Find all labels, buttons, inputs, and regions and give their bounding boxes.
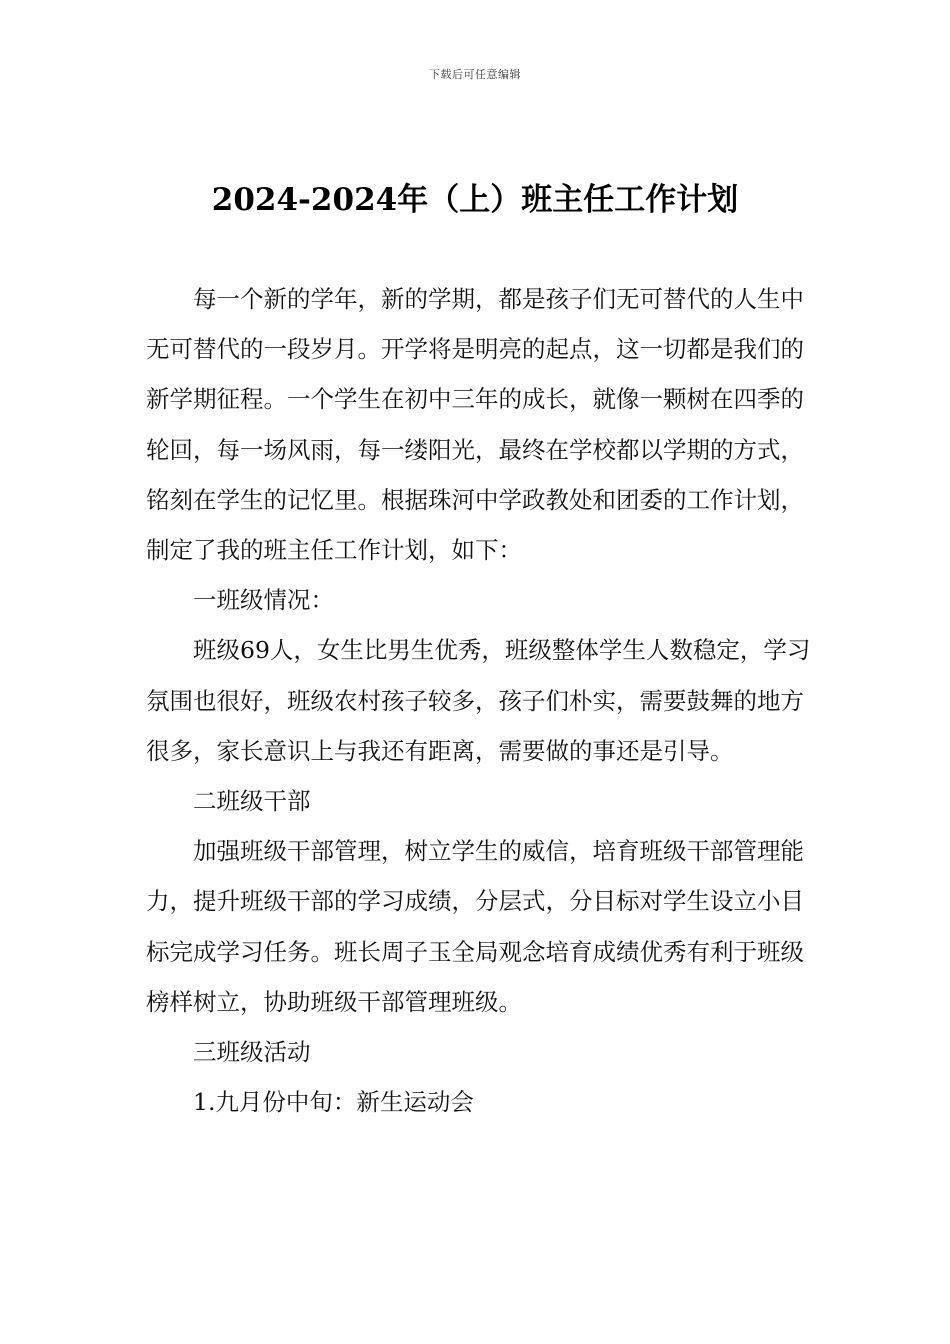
activity-item: 1.九月份中旬：新生运动会 — [193, 1088, 474, 1117]
section-heading-class-activities: 三班级活动 — [193, 1038, 311, 1067]
class-situation-paragraph: 班级69人，女生比男生优秀，班级整体学生人数稳定，学习氛围也很好，班级农村孩子较多，孩子们朴实，需要鼓舞的地方很多，家长意识上与我还有距离，需要做的事还是引导。 — [146, 636, 811, 765]
section-heading-class-cadres: 二班级干部 — [193, 787, 311, 816]
intro-paragraph: 每一个新的学年，新的学期，都是孩子们无可替代的人生中无可替代的一段岁月。开学将是明亮的起点，这一切都是我们的新学期征程。一个学生在初中三年的成长，就像一颗树在四季的轮回，每一场风雨，每一缕阳光，最终在学校都以学期的方式，铭刻在学生的记忆里。根据珠河中学政教处和团委的工作计划，制定了我的班主任工作计划，如下： — [146, 285, 804, 565]
header-note: 下载后可任意编辑 — [429, 68, 521, 81]
class-cadres-paragraph: 加强班级干部管理，树立学生的威信，培育班级干部管理能力，提升班级干部的学习成绩，分层式，分目标对学生设立小目标完成学习任务。班长周子玉全局观念培育成绩优秀有利于班级榜样树立，协助班级干部管理班级。 — [146, 837, 804, 1016]
document-title: 2024-2024年（上）班主任工作计划 — [211, 182, 739, 218]
document-body — [146, 274, 818, 1127]
section-heading-class-situation: 一班级情况： — [193, 586, 334, 615]
